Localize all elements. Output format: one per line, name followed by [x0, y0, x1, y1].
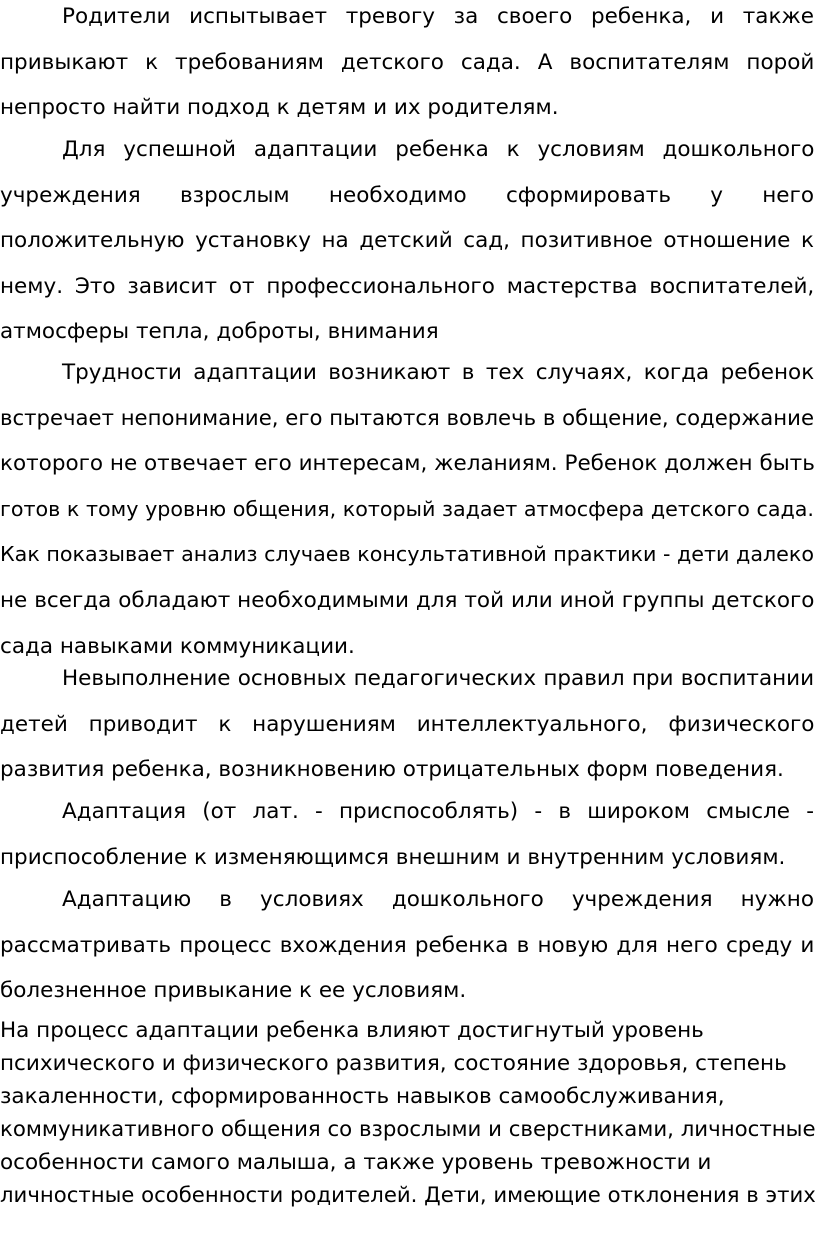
paragraph-line: детей приводит к нарушениям интеллектуального, физического [0, 711, 815, 737]
paragraph-6 [0, 877, 814, 1014]
paragraph-line: Родители испытывает тревогу за своего ребенка, и также [62, 4, 815, 29]
paragraph-7 [0, 1014, 816, 1212]
paragraph-line: встречает непонимание, его пытаются вовлечь в общение, содержание [0, 405, 814, 431]
paragraph-line: атмосферы тепла, доброты, внимания [0, 319, 439, 345]
paragraph-line: Для успешной адаптации ребенка к условиям дошкольного [62, 137, 815, 162]
paragraph-line: Адаптацию в условиях дошкольного учреждения нужно [62, 887, 814, 912]
paragraph-line: психического и физического развития, состояние здоровья, степень [0, 1051, 787, 1076]
paragraph-line: которого не отвечает его интересам, желаниям. Ребенок должен быть [0, 451, 815, 477]
paragraph-line: рассматривать процесс вхождения ребенка в новую для него среду и [0, 932, 815, 958]
paragraph-line: особенности самого малыша, а также уровень тревожности и [0, 1150, 712, 1175]
paragraph-line: учреждения взрослым необходимо сформировать у него [0, 182, 814, 208]
paragraph-line: коммуникативного общения со взрослыми и сверстниками, личностные [0, 1117, 816, 1142]
paragraph-line: Трудности адаптации возникают в тех случаях, когда ребенок [62, 360, 815, 385]
paragraph-line: Адаптация (от лат. - приспособлять) - в широком смысле - [62, 799, 814, 824]
paragraph-line: непросто найти подход к детям и их родителям. [0, 95, 559, 121]
paragraph-line: положительную установку на детский сад, позитивное отношение к [0, 228, 814, 254]
paragraph-line: болезненное привыкание к ее условиям. [0, 978, 467, 1004]
paragraph-1 [0, 0, 814, 131]
paragraph-5 [0, 789, 814, 880]
paragraph-3 [0, 350, 814, 669]
paragraph-4 [0, 656, 814, 793]
paragraph-line: Невыполнение основных педагогических правил при воспитании [62, 666, 815, 691]
paragraph-line: привыкают к требованиям детского сада. А воспитателям порой [0, 49, 815, 75]
paragraph-line: личностные особенности родителей. Дети, имеющие отклонения в этих [0, 1183, 816, 1208]
paragraph-line: Как показывает анализ случаев консультативной практики - дети далеко [0, 542, 814, 567]
paragraph-line: закаленности, сформированность навыков самообслуживания, [0, 1084, 725, 1109]
paragraph-line: готов к тому уровню общения, который задает атмосфера детского сада. [0, 496, 814, 521]
paragraph-line: приспособление к изменяющимся внешним и внутренним условиям. [0, 844, 786, 870]
paragraph-line: сада навыками коммуникации. [0, 633, 355, 659]
paragraph-line: На процесс адаптации ребенка влияют достигнутый уровень [0, 1018, 704, 1043]
paragraph-line: развития ребенка, возникновению отрицательных форм поведения. [0, 757, 784, 783]
paragraph-line: нему. Это зависит от профессионального мастерства воспитателей, [0, 273, 815, 299]
paragraph-2 [0, 127, 814, 355]
paragraph-line: не всегда обладают необходимыми для той или иной группы детского [0, 587, 815, 613]
